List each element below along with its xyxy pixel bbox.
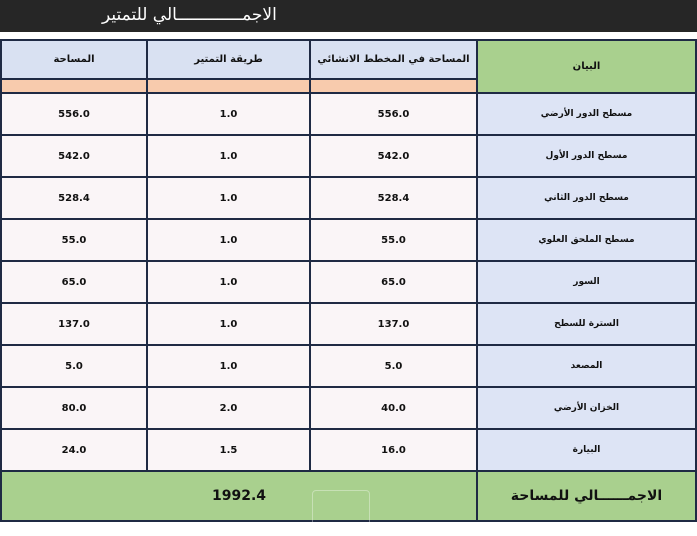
area-cell: 24.0: [1, 429, 147, 471]
table-row: [1, 93, 696, 135]
label-cell: السترة للسطح: [477, 303, 696, 345]
header-area: المساحة: [1, 40, 147, 79]
table-row: [1, 177, 696, 219]
method-cell: 1.0: [147, 219, 310, 261]
method-cell: 1.0: [147, 345, 310, 387]
method-cell: 1.0: [147, 177, 310, 219]
area-cell: 528.4: [1, 177, 147, 219]
label-cell: مسطح الدور الثاني: [477, 177, 696, 219]
design-area-cell: 40.0: [310, 387, 477, 429]
spacer-cell: [310, 79, 477, 93]
design-area-cell: 5.0: [310, 345, 477, 387]
table-row: [1, 303, 696, 345]
area-cell: 55.0: [1, 219, 147, 261]
table-row: [1, 345, 696, 387]
method-cell: 1.0: [147, 93, 310, 135]
area-cell: 80.0: [1, 387, 147, 429]
method-cell: 1.5: [147, 429, 310, 471]
area-cell: 137.0: [1, 303, 147, 345]
label-cell: البيارة: [477, 429, 696, 471]
header-design-area: المساحة في المخطط الانشائي: [310, 40, 477, 79]
area-cell: 5.0: [1, 345, 147, 387]
design-area-cell: 556.0: [310, 93, 477, 135]
method-cell: 1.0: [147, 135, 310, 177]
method-cell: 2.0: [147, 387, 310, 429]
label-cell: مسطح الملحق العلوي: [477, 219, 696, 261]
table-row: [1, 219, 696, 261]
design-area-cell: 528.4: [310, 177, 477, 219]
design-area-cell: 55.0: [310, 219, 477, 261]
spacer-cell: [1, 79, 147, 93]
area-cell: 542.0: [1, 135, 147, 177]
design-area-cell: 137.0: [310, 303, 477, 345]
table-row: [1, 387, 696, 429]
area-table: [0, 39, 697, 522]
total-label: الاجمــــــالي للمساحة: [477, 471, 696, 521]
label-cell: السور: [477, 261, 696, 303]
header-method: طريقة التمتير: [147, 40, 310, 79]
label-cell: مسطح الدور الأرضي: [477, 93, 696, 135]
method-cell: 1.0: [147, 303, 310, 345]
page-title: الاجمـــــــــــــالي للتمتير: [102, 5, 277, 25]
area-cell: 65.0: [1, 261, 147, 303]
table-row: [1, 261, 696, 303]
watermark-logo: [312, 490, 370, 526]
label-cell: الخزان الأرضي: [477, 387, 696, 429]
header-label: البيان: [477, 40, 696, 93]
table-row: [1, 429, 696, 471]
design-area-cell: 16.0: [310, 429, 477, 471]
total-value: 1992.4: [1, 471, 477, 521]
design-area-cell: 542.0: [310, 135, 477, 177]
area-cell: 556.0: [1, 93, 147, 135]
title-bar: [0, 0, 697, 32]
label-cell: المصعد: [477, 345, 696, 387]
method-cell: 1.0: [147, 261, 310, 303]
design-area-cell: 65.0: [310, 261, 477, 303]
spacer-cell: [147, 79, 310, 93]
table-row: [1, 135, 696, 177]
label-cell: مسطح الدور الأول: [477, 135, 696, 177]
header-row: [1, 40, 696, 79]
